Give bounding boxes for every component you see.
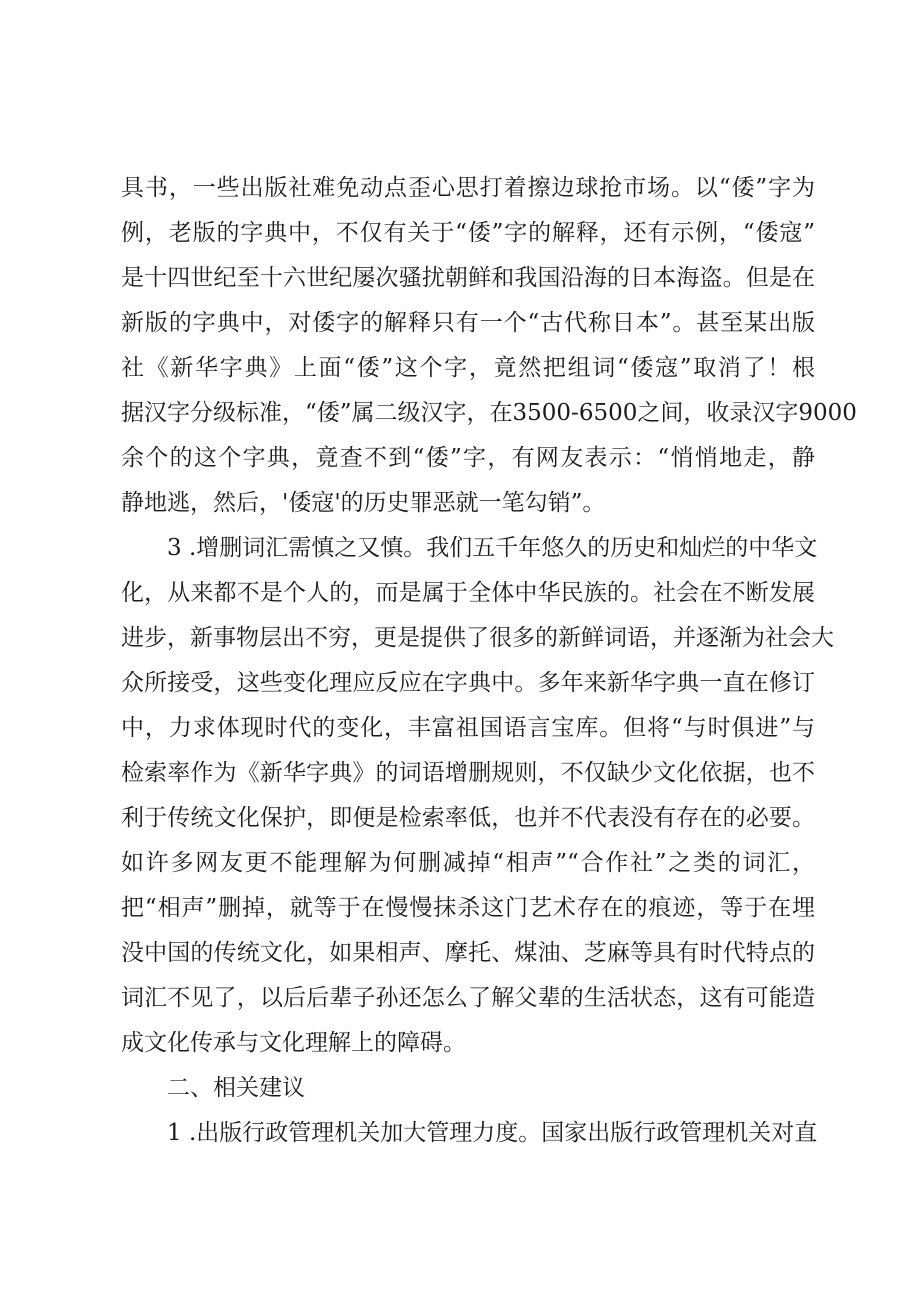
text-line: 把“相声”删掉，就等于在慢慢抹杀这门艺术存在的痕迹，等于在埋: [121, 895, 815, 921]
section-heading: 二、相关建议: [167, 1075, 305, 1101]
text-line: 没中国的传统文化，如果相声、摩托、煤油、芝麻等具有时代特点的: [121, 940, 815, 966]
text-line: 利于传统文化保护，即便是检索率低，也并不代表没有存在的必要。: [121, 805, 815, 831]
text-line: 新版的字典中，对倭字的解释只有一个“古代称日本”。甚至某出版: [121, 310, 815, 336]
text-line: 社《新华字典》上面“倭”这个字，竟然把组词“倭寇”取消了！根: [121, 355, 815, 381]
text-line: 据汉字分级标准，“倭”属二级汉字，在3500-6500之间，收录汉字9000: [121, 400, 857, 426]
text-line: 检索率作为《新华字典》的词语增删规则，不仅缺少文化依据，也不: [121, 760, 815, 786]
text-line: 成文化传承与文化理解上的障碍。: [121, 1030, 466, 1056]
text-line: 众所接受，这些变化理应反应在字典中。多年来新华字典一直在修订: [121, 670, 815, 696]
text-line: 具书，一些出版社难免动点歪心思打着擦边球抢市场。以“倭”字为: [121, 175, 815, 201]
text-line: 余个的这个字典，竟查不到“倭”字，有网友表示：“悄悄地走，静: [121, 445, 815, 471]
text-line: 中，力求体现时代的变化，丰富祖国语言宝库。但将“与时俱进”与: [121, 715, 815, 741]
text-line: 词汇不见了，以后后辈子孙还怎么了解父辈的生活状态，这有可能造: [121, 985, 815, 1011]
text-line: 静地逃，然后，'倭寇'的历史罪恶就一笔勾销”。: [121, 490, 606, 516]
text-line: 1 .出版行政管理机关加大管理力度。国家出版行政管理机关对直: [167, 1120, 818, 1146]
text-line: 是十四世纪至十六世纪屡次骚扰朝鲜和我国沿海的日本海盗。但是在: [121, 265, 815, 291]
document-body: [121, 166, 857, 1156]
text-line: 进步，新事物层出不穷，更是提供了很多的新鲜词语，并逐渐为社会大: [121, 625, 834, 651]
text-line: 如许多网友更不能理解为何删减掉“相声”“合作社”之类的词汇，: [121, 850, 815, 876]
text-line: 3 .增删词汇需慎之又慎。我们五千年悠久的历史和灿烂的中华文: [167, 535, 818, 561]
text-line: 化，从来都不是个人的，而是属于全体中华民族的。社会在不断发展: [121, 580, 815, 606]
text-line: 例，老版的字典中，不仅有关于“倭”字的解释，还有示例，“倭寇”: [121, 220, 815, 246]
